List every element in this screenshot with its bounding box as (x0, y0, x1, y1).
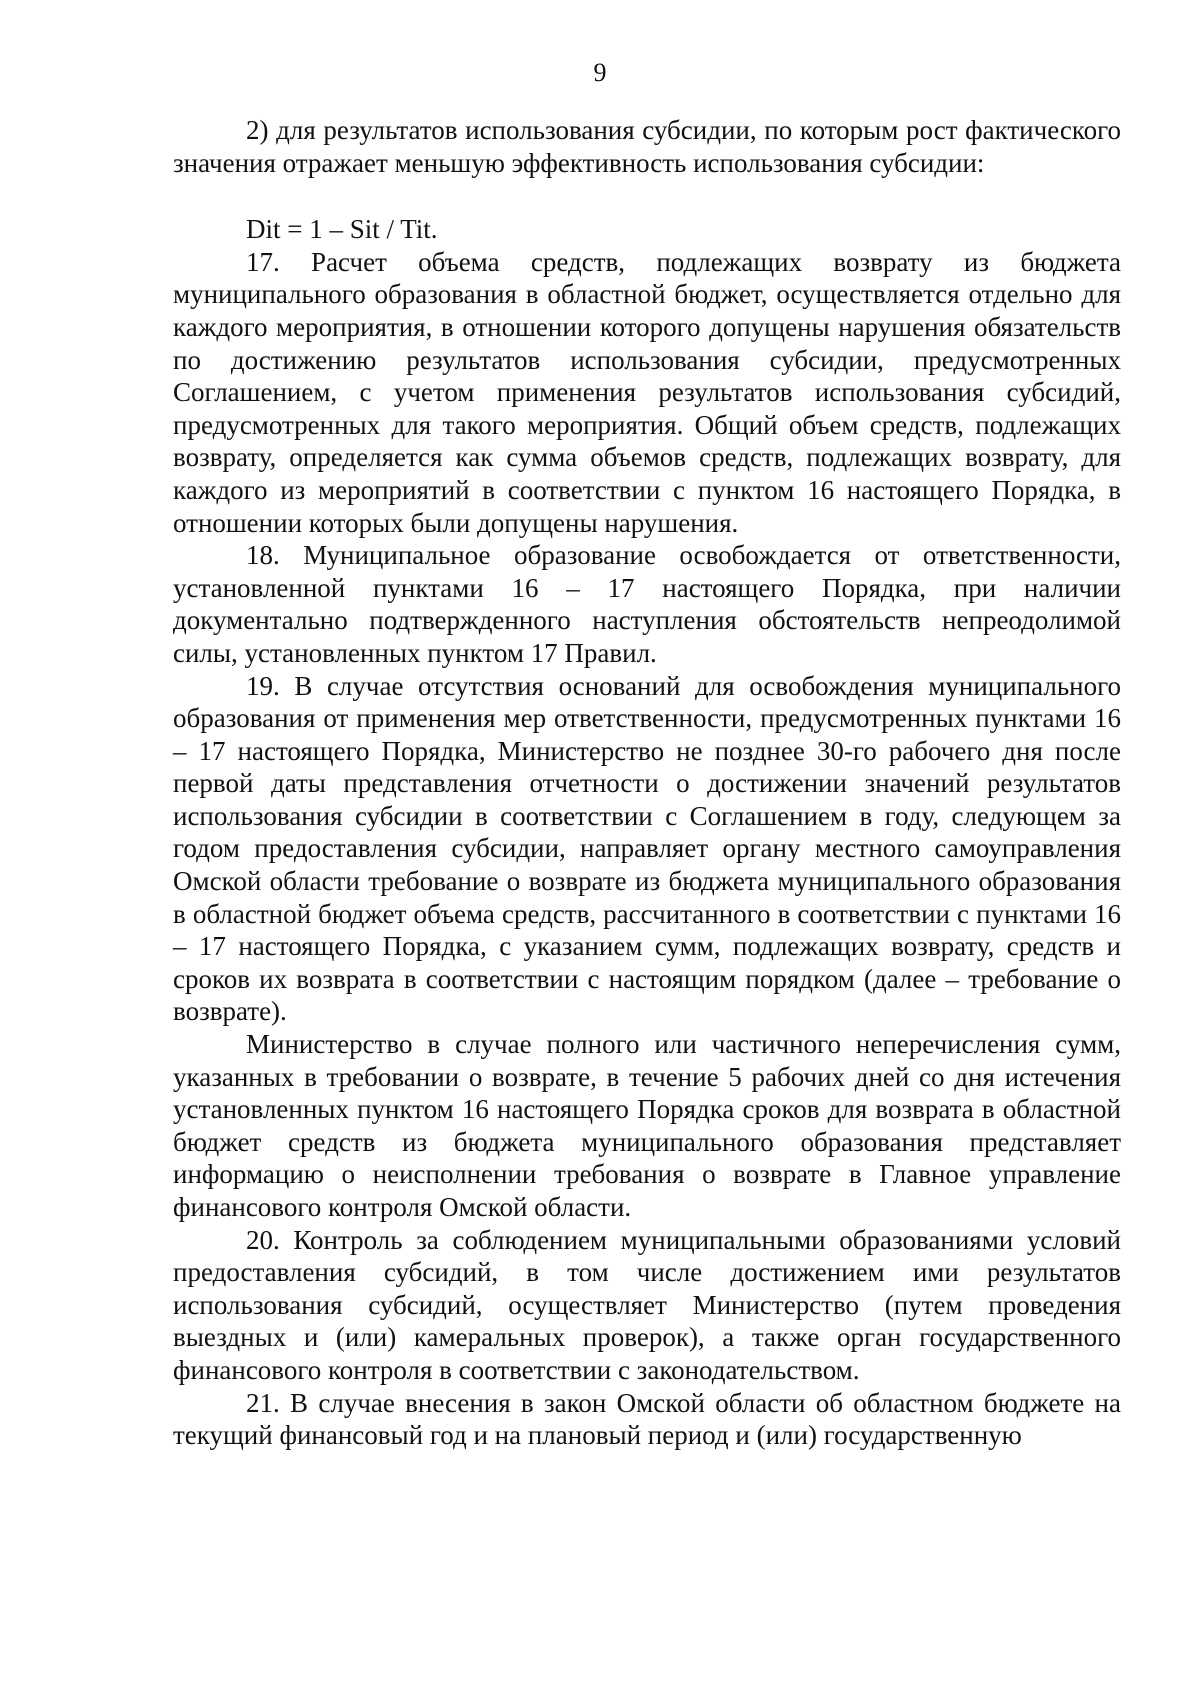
paragraph-section-17: 17. Расчет объема средств, подлежащих возврату из бюджета муниципального образования в областной бюджет, осуществляется отдельно для каждого мероприятия, в отношении которого допущены нарушения обязательств по достижению результатов использования субсидии, предусмотренных Соглашением, с учетом применения результатов использования субсидий, предусмотренных для такого мероприятия. Общий объем средств, подлежащих возврату, определяется как сумма объемов средств, подлежащих возврату, для каждого из мероприятий в соответствии с пунктом 16 настоящего Порядка, в отношении которых были допущены нарушения. (173, 246, 1121, 538)
paragraph-section-20: 20. Контроль за соблюдением муниципальными образованиями условий предоставления субсидий, в том числе достижением ими результатов использования субсидий, осуществляет Министерство (путем проведения выездных и (или) камеральных проверок), а также орган государственного финансового контроля в соответствии с законодательством. (173, 1224, 1121, 1385)
formula-dit: Dit = 1 – Sit / Tit. (246, 214, 438, 245)
document-body (173, 114, 1121, 1452)
page-number: 9 (593, 58, 607, 87)
paragraph-ministry-notice: Министерство в случае полного или частичного неперечисления сумм, указанных в требовании о возврате, в течение 5 рабочих дней со дня истечения установленных пунктом 16 настоящего Порядка сроков для возврата в областной бюджет средств из бюджета муниципального образования представляет информацию о неисполнении требования о возврате в Главное управление финансового контроля Омской области. (173, 1029, 1121, 1222)
paragraph-section-18: 18. Муниципальное образование освобождается от ответственности, установленной пунктами 16 – 17 настоящего Порядка, при наличии документально подтвержденного наступления обстоятельств непреодолимой силы, установленных пунктом 17 Правил. (173, 540, 1121, 668)
paragraph-section-21: 21. В случае внесения в закон Омской области об областном бюджете на текущий финансовый год и на плановый период и (или) государственную (173, 1387, 1121, 1451)
paragraph-section-19: 19. В случае отсутствия оснований для освобождения муниципального образования от применения мер ответственности, предусмотренных пунктами 16 – 17 настоящего Порядка, Министерство не позднее 30-го рабочего дня после первой даты представления отчетности о достижении значений результатов использования субсидии в соответствии с Соглашением в году, следующем за годом предоставления субсидии, направляет органу местного самоуправления Омской области требование о возврате из бюджета муниципального образования в областной бюджет объема средств, рассчитанного в соответствии с пунктами 16 – 17 настоящего Порядка, с указанием сумм, подлежащих возврату, средств и сроков их возврата в соответствии с настоящим порядком (далее – требование о возврате). (173, 670, 1121, 1027)
paragraph-item-2: 2) для результатов использования субсидии, по которым рост фактического значения отражает меньшую эффективность использования субсидии: (173, 115, 1121, 178)
